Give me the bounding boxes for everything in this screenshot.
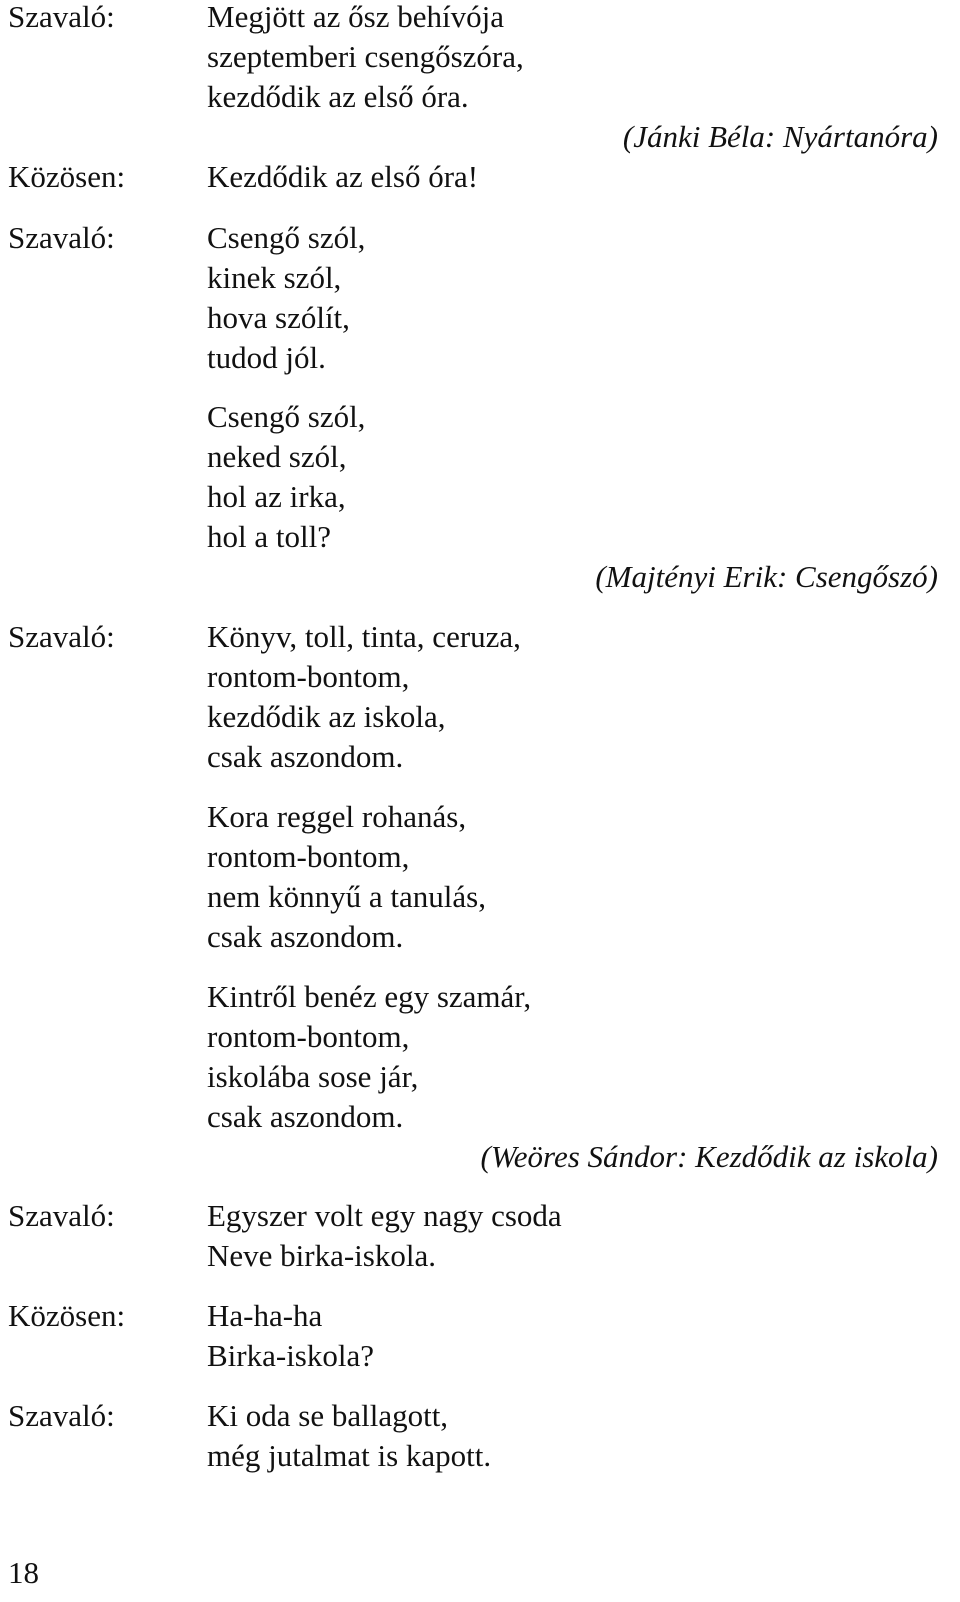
- speaker-label: Szavaló:: [8, 1398, 115, 1433]
- stanza: [207, 157, 478, 197]
- citation: (Jánki Béla: Nyártanóra): [622, 119, 938, 154]
- verse-line: Csengő szól,: [207, 399, 366, 434]
- speaker-label: Közösen:: [8, 1298, 126, 1333]
- verse-line: Megjött az ősz behívója: [207, 0, 504, 34]
- stanza: [207, 1296, 374, 1376]
- verse-line: tudod jól.: [207, 340, 326, 375]
- verse-line: Kora reggel rohanás,: [207, 799, 467, 834]
- verse-line: rontom-bontom,: [207, 1019, 410, 1054]
- verse-line: nem könnyű a tanulás,: [207, 879, 486, 914]
- stanza: [207, 617, 521, 777]
- stanza: [207, 218, 365, 378]
- verse-line: csak aszondom.: [207, 739, 404, 774]
- verse-line: hova szólít,: [207, 300, 350, 335]
- verse-line: csak aszondom.: [207, 1099, 404, 1134]
- verse-line: szeptemberi csengőszóra,: [207, 39, 524, 74]
- verse-line: rontom-bontom,: [207, 839, 410, 874]
- verse-line: Egyszer volt egy nagy csoda: [207, 1198, 562, 1233]
- verse-line: iskolába sose jár,: [207, 1059, 419, 1094]
- verse-line: kezdődik az iskola,: [207, 699, 446, 734]
- stanza: [207, 977, 531, 1137]
- verse-line: Neve birka-iskola.: [207, 1238, 436, 1273]
- verse-line: Kezdődik az első óra!: [207, 159, 479, 194]
- citation: (Weöres Sándor: Kezdődik az iskola): [480, 1139, 938, 1174]
- verse-line: rontom-bontom,: [207, 659, 410, 694]
- page-number: 18: [8, 1555, 39, 1590]
- citation: (Majtényi Erik: Csengőszó): [595, 559, 938, 594]
- stanza: [207, 0, 524, 117]
- speaker-label: Szavaló:: [8, 1198, 115, 1233]
- verse-line: neked szól,: [207, 439, 347, 474]
- speaker-label: Közösen:: [8, 159, 126, 194]
- speaker-label: Szavaló:: [8, 0, 115, 34]
- verse-line: Csengő szól,: [207, 220, 366, 255]
- stanza: [207, 397, 365, 557]
- verse-line: Ki oda se ballagott,: [207, 1398, 449, 1433]
- stanza: [207, 797, 486, 957]
- verse-line: Kintről benéz egy szamár,: [207, 979, 532, 1014]
- stanza: [207, 1196, 562, 1276]
- stanza: [207, 1396, 491, 1476]
- verse-line: Könyv, toll, tinta, ceruza,: [207, 619, 521, 654]
- verse-line: hol a toll?: [207, 519, 331, 554]
- verse-line: Birka-iskola?: [207, 1338, 375, 1373]
- verse-line: még jutalmat is kapott.: [207, 1438, 492, 1473]
- verse-line: hol az irka,: [207, 479, 346, 514]
- speaker-label: Szavaló:: [8, 220, 115, 255]
- verse-line: kezdődik az első óra.: [207, 79, 469, 114]
- verse-line: Ha-ha-ha: [207, 1298, 323, 1333]
- verse-line: csak aszondom.: [207, 919, 404, 954]
- verse-line: kinek szól,: [207, 260, 342, 295]
- speaker-label: Szavaló:: [8, 619, 115, 654]
